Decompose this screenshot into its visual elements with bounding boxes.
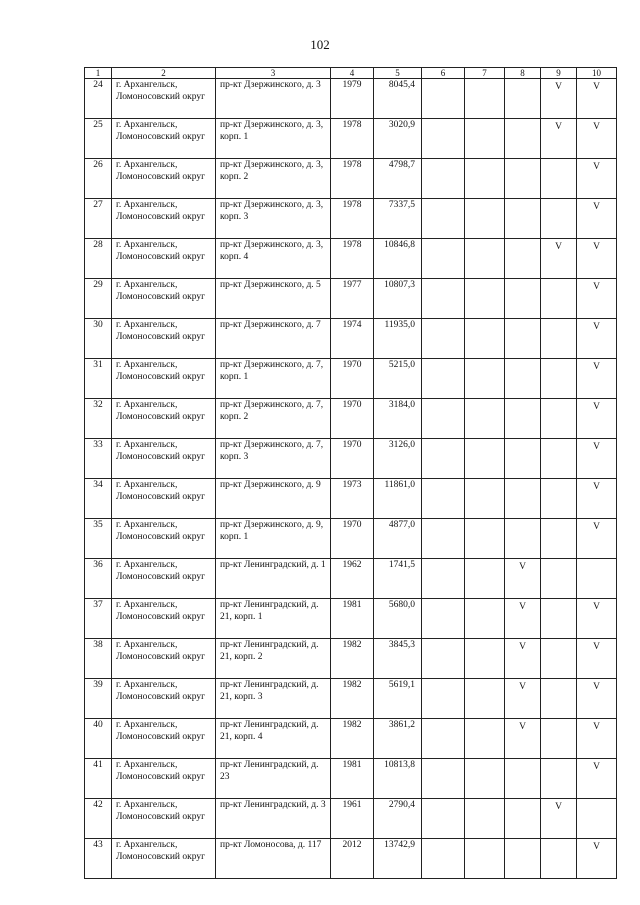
city-district-cell: г. Архангельск, Ломоносовский округ [112, 839, 216, 879]
table-row [85, 199, 617, 239]
city-district-cell: г. Архангельск, Ломоносовский округ [112, 279, 216, 319]
year-cell: 1981 [331, 759, 374, 799]
table-row [85, 759, 617, 799]
table-row [85, 839, 617, 879]
table-row [85, 559, 617, 599]
area-cell: 10813,8 [374, 759, 422, 799]
year-cell: 1982 [331, 679, 374, 719]
column-10-mark-cell: V [577, 79, 617, 119]
column-9-mark-cell: V [541, 79, 577, 119]
column-number: 6 [422, 68, 465, 79]
area-cell: 10846,8 [374, 239, 422, 279]
city-district-cell: г. Архангельск, Ломоносовский округ [112, 239, 216, 279]
address-cell: пр-кт Дзержинского, д. 7, корп. 1 [216, 359, 331, 399]
year-cell: 2012 [331, 839, 374, 879]
city-district-cell: г. Архангельск, Ломоносовский округ [112, 519, 216, 559]
table-row [85, 399, 617, 439]
area-cell: 5215,0 [374, 359, 422, 399]
year-cell: 1981 [331, 599, 374, 639]
page-number: 102 [310, 37, 330, 52]
year-cell: 1982 [331, 639, 374, 679]
table-row [85, 679, 617, 719]
column-8-mark-cell: V [505, 719, 541, 759]
column-9-mark-cell [541, 679, 577, 719]
address-cell: пр-кт Ломоносова, д. 117 [216, 839, 331, 879]
year-cell: 1978 [331, 159, 374, 199]
table-row [85, 79, 617, 119]
city-district-cell: г. Архангельск, Ломоносовский округ [112, 759, 216, 799]
address-cell: пр-кт Дзержинского, д. 9 [216, 479, 331, 519]
column-number: 5 [374, 68, 422, 79]
city-district-cell: г. Архангельск, Ломоносовский округ [112, 439, 216, 479]
column-9-mark-cell [541, 399, 577, 439]
city-district-cell: г. Архангельск, Ломоносовский округ [112, 599, 216, 639]
area-cell: 4877,0 [374, 519, 422, 559]
column-10-mark-cell: V [577, 759, 617, 799]
column-6-cell [422, 599, 465, 639]
column-number: 10 [577, 68, 617, 79]
column-number: 1 [85, 68, 112, 79]
row-number-cell: 36 [85, 559, 112, 599]
column-8-mark-cell: V [505, 559, 541, 599]
area-cell: 3184,0 [374, 399, 422, 439]
year-cell: 1982 [331, 719, 374, 759]
column-6-cell [422, 839, 465, 879]
address-cell: пр-кт Ленинградский, д. 23 [216, 759, 331, 799]
column-9-mark-cell [541, 199, 577, 239]
table-row [85, 639, 617, 679]
row-number-cell: 33 [85, 439, 112, 479]
column-6-cell [422, 239, 465, 279]
column-8-mark-cell [505, 519, 541, 559]
column-8-mark-cell [505, 159, 541, 199]
column-7-cell [465, 839, 505, 879]
row-number-cell: 41 [85, 759, 112, 799]
row-number-cell: 28 [85, 239, 112, 279]
column-10-mark-cell: V [577, 119, 617, 159]
column-8-mark-cell [505, 119, 541, 159]
city-district-cell: г. Архангельск, Ломоносовский округ [112, 799, 216, 839]
table-row [85, 119, 617, 159]
buildings-table [84, 67, 617, 879]
column-10-mark-cell: V [577, 479, 617, 519]
column-10-mark-cell: V [577, 679, 617, 719]
column-9-mark-cell [541, 159, 577, 199]
column-7-cell [465, 119, 505, 159]
column-8-mark-cell: V [505, 679, 541, 719]
address-cell: пр-кт Дзержинского, д. 3, корп. 4 [216, 239, 331, 279]
column-6-cell [422, 159, 465, 199]
city-district-cell: г. Архангельск, Ломоносовский округ [112, 199, 216, 239]
address-cell: пр-кт Дзержинского, д. 3 [216, 79, 331, 119]
city-district-cell: г. Архангельск, Ломоносовский округ [112, 559, 216, 599]
column-9-mark-cell [541, 839, 577, 879]
column-10-mark-cell [577, 799, 617, 839]
row-number-cell: 25 [85, 119, 112, 159]
column-8-mark-cell [505, 759, 541, 799]
column-8-mark-cell: V [505, 639, 541, 679]
column-9-mark-cell [541, 439, 577, 479]
address-cell: пр-кт Дзержинского, д. 7, корп. 3 [216, 439, 331, 479]
area-cell: 10807,3 [374, 279, 422, 319]
address-cell: пр-кт Дзержинского, д. 3, корп. 1 [216, 119, 331, 159]
city-district-cell: г. Архангельск, Ломоносовский округ [112, 679, 216, 719]
column-8-mark-cell [505, 479, 541, 519]
area-cell: 5619,1 [374, 679, 422, 719]
column-10-mark-cell: V [577, 159, 617, 199]
column-10-mark-cell: V [577, 239, 617, 279]
table-row [85, 799, 617, 839]
year-cell: 1970 [331, 519, 374, 559]
column-8-mark-cell [505, 319, 541, 359]
city-district-cell: г. Архангельск, Ломоносовский округ [112, 719, 216, 759]
column-6-cell [422, 759, 465, 799]
area-cell: 11935,0 [374, 319, 422, 359]
column-7-cell [465, 799, 505, 839]
address-cell: пр-кт Дзержинского, д. 5 [216, 279, 331, 319]
column-6-cell [422, 519, 465, 559]
city-district-cell: г. Архангельск, Ломоносовский округ [112, 479, 216, 519]
table-row [85, 439, 617, 479]
row-number-cell: 27 [85, 199, 112, 239]
row-number-cell: 31 [85, 359, 112, 399]
column-10-mark-cell: V [577, 359, 617, 399]
city-district-cell: г. Архангельск, Ломоносовский округ [112, 159, 216, 199]
year-cell: 1978 [331, 119, 374, 159]
column-9-mark-cell: V [541, 119, 577, 159]
column-8-mark-cell [505, 239, 541, 279]
column-number-header [85, 68, 617, 79]
table-row [85, 319, 617, 359]
table-row [85, 479, 617, 519]
year-cell: 1979 [331, 79, 374, 119]
table-row [85, 239, 617, 279]
column-number: 2 [112, 68, 216, 79]
row-number-cell: 34 [85, 479, 112, 519]
area-cell: 5680,0 [374, 599, 422, 639]
column-8-mark-cell [505, 359, 541, 399]
address-cell: пр-кт Дзержинского, д. 9, корп. 1 [216, 519, 331, 559]
area-cell: 7337,5 [374, 199, 422, 239]
column-10-mark-cell: V [577, 639, 617, 679]
column-6-cell [422, 799, 465, 839]
column-9-mark-cell [541, 759, 577, 799]
area-cell: 3861,2 [374, 719, 422, 759]
row-number-cell: 39 [85, 679, 112, 719]
city-district-cell: г. Архангельск, Ломоносовский округ [112, 119, 216, 159]
year-cell: 1970 [331, 359, 374, 399]
column-7-cell [465, 279, 505, 319]
table-row [85, 599, 617, 639]
year-cell: 1978 [331, 199, 374, 239]
year-cell: 1970 [331, 439, 374, 479]
column-7-cell [465, 399, 505, 439]
column-10-mark-cell: V [577, 519, 617, 559]
city-district-cell: г. Архангельск, Ломоносовский округ [112, 399, 216, 439]
column-number: 7 [465, 68, 505, 79]
area-cell: 13742,9 [374, 839, 422, 879]
column-8-mark-cell [505, 79, 541, 119]
column-6-cell [422, 359, 465, 399]
year-cell: 1973 [331, 479, 374, 519]
table-row [85, 719, 617, 759]
table-row [85, 359, 617, 399]
column-7-cell [465, 599, 505, 639]
area-cell: 8045,4 [374, 79, 422, 119]
row-number-cell: 30 [85, 319, 112, 359]
table-row [85, 159, 617, 199]
year-cell: 1974 [331, 319, 374, 359]
column-6-cell [422, 399, 465, 439]
column-6-cell [422, 79, 465, 119]
column-10-mark-cell: V [577, 319, 617, 359]
year-cell: 1970 [331, 399, 374, 439]
column-9-mark-cell [541, 319, 577, 359]
column-10-mark-cell: V [577, 719, 617, 759]
column-9-mark-cell [541, 719, 577, 759]
column-7-cell [465, 159, 505, 199]
column-6-cell [422, 319, 465, 359]
row-number-cell: 43 [85, 839, 112, 879]
column-7-cell [465, 479, 505, 519]
column-9-mark-cell [541, 479, 577, 519]
column-9-mark-cell [541, 639, 577, 679]
city-district-cell: г. Архангельск, Ломоносовский округ [112, 639, 216, 679]
column-6-cell [422, 719, 465, 759]
column-9-mark-cell: V [541, 239, 577, 279]
column-10-mark-cell [577, 559, 617, 599]
area-cell: 11861,0 [374, 479, 422, 519]
column-number: 9 [541, 68, 577, 79]
address-cell: пр-кт Ленинградский, д. 3 [216, 799, 331, 839]
column-7-cell [465, 439, 505, 479]
column-6-cell [422, 279, 465, 319]
address-cell: пр-кт Ленинградский, д. 21, корп. 1 [216, 599, 331, 639]
column-number: 8 [505, 68, 541, 79]
area-cell: 3126,0 [374, 439, 422, 479]
column-7-cell [465, 239, 505, 279]
column-7-cell [465, 559, 505, 599]
column-6-cell [422, 119, 465, 159]
address-cell: пр-кт Дзержинского, д. 7, корп. 2 [216, 399, 331, 439]
row-number-cell: 38 [85, 639, 112, 679]
column-10-mark-cell: V [577, 279, 617, 319]
year-cell: 1977 [331, 279, 374, 319]
column-9-mark-cell: V [541, 799, 577, 839]
column-7-cell [465, 719, 505, 759]
year-cell: 1962 [331, 559, 374, 599]
row-number-cell: 26 [85, 159, 112, 199]
column-10-mark-cell: V [577, 399, 617, 439]
area-cell: 4798,7 [374, 159, 422, 199]
row-number-cell: 32 [85, 399, 112, 439]
row-number-cell: 37 [85, 599, 112, 639]
area-cell: 1741,5 [374, 559, 422, 599]
address-cell: пр-кт Ленинградский, д. 21, корп. 2 [216, 639, 331, 679]
address-cell: пр-кт Ленинградский, д. 21, корп. 4 [216, 719, 331, 759]
row-number-cell: 24 [85, 79, 112, 119]
column-7-cell [465, 199, 505, 239]
address-cell: пр-кт Дзержинского, д. 3, корп. 3 [216, 199, 331, 239]
address-cell: пр-кт Дзержинского, д. 3, корп. 2 [216, 159, 331, 199]
area-cell: 3845,3 [374, 639, 422, 679]
area-cell: 3020,9 [374, 119, 422, 159]
column-9-mark-cell [541, 599, 577, 639]
column-number: 4 [331, 68, 374, 79]
column-6-cell [422, 559, 465, 599]
column-7-cell [465, 759, 505, 799]
city-district-cell: г. Архангельск, Ломоносовский округ [112, 79, 216, 119]
address-cell: пр-кт Дзержинского, д. 7 [216, 319, 331, 359]
city-district-cell: г. Архангельск, Ломоносовский округ [112, 319, 216, 359]
address-cell: пр-кт Ленинградский, д. 21, корп. 3 [216, 679, 331, 719]
year-cell: 1961 [331, 799, 374, 839]
column-7-cell [465, 359, 505, 399]
column-8-mark-cell [505, 199, 541, 239]
column-7-cell [465, 519, 505, 559]
column-10-mark-cell: V [577, 839, 617, 879]
address-cell: пр-кт Ленинградский, д. 1 [216, 559, 331, 599]
column-6-cell [422, 679, 465, 719]
column-number: 3 [216, 68, 331, 79]
row-number-cell: 42 [85, 799, 112, 839]
column-7-cell [465, 679, 505, 719]
column-8-mark-cell [505, 839, 541, 879]
table-row [85, 519, 617, 559]
row-number-cell: 35 [85, 519, 112, 559]
column-8-mark-cell [505, 439, 541, 479]
column-10-mark-cell: V [577, 439, 617, 479]
column-9-mark-cell [541, 559, 577, 599]
column-8-mark-cell: V [505, 599, 541, 639]
city-district-cell: г. Архангельск, Ломоносовский округ [112, 359, 216, 399]
row-number-cell: 40 [85, 719, 112, 759]
row-number-cell: 29 [85, 279, 112, 319]
column-7-cell [465, 319, 505, 359]
table-row [85, 279, 617, 319]
column-6-cell [422, 639, 465, 679]
column-8-mark-cell [505, 279, 541, 319]
column-10-mark-cell: V [577, 199, 617, 239]
area-cell: 2790,4 [374, 799, 422, 839]
column-10-mark-cell: V [577, 599, 617, 639]
column-9-mark-cell [541, 359, 577, 399]
column-6-cell [422, 479, 465, 519]
column-7-cell [465, 79, 505, 119]
column-6-cell [422, 199, 465, 239]
column-8-mark-cell [505, 399, 541, 439]
year-cell: 1978 [331, 239, 374, 279]
column-8-mark-cell [505, 799, 541, 839]
column-7-cell [465, 639, 505, 679]
column-6-cell [422, 439, 465, 479]
column-9-mark-cell [541, 279, 577, 319]
column-9-mark-cell [541, 519, 577, 559]
